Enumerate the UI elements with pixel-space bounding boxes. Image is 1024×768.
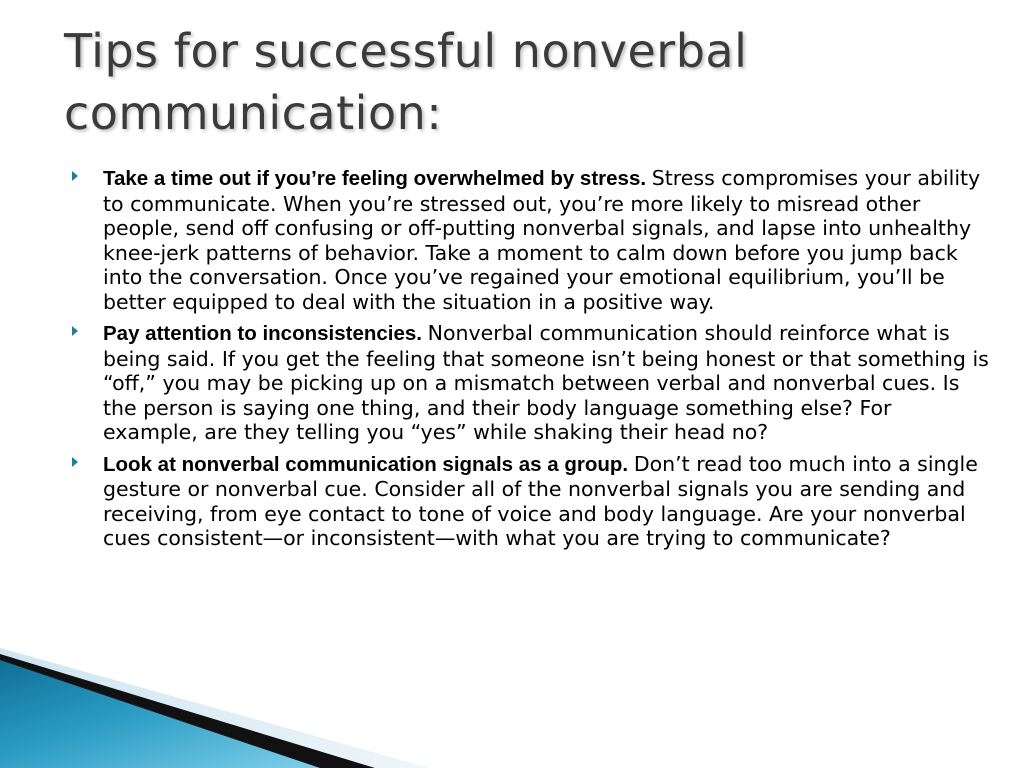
bullet-text: Stress compromises your ability to communicate. When you’re stressed out, you’re more likely to misread other people, send off confusing or off-putting nonverbal signals, and lapse into unhealthy knee-jerk patterns of behavior. Take a moment to calm down before you jump back into the conversation. Once you’ve regained your emotional equilibrium, you’ll be better equipped to deal with the situation in a positive way. <box>103 166 981 314</box>
bullet-item <box>72 321 992 445</box>
bullet-text: Don’t read too much into a single gesture or nonverbal cue. Consider all of the nonverbal signals you are sending and receiving, from eye contact to tone of voice and body language. Are your nonverbal cues consistent—or inconsistent—with what you are trying to communicate? <box>103 451 978 550</box>
bullet-arrow-icon <box>72 171 78 181</box>
decorative-swoosh <box>0 640 430 768</box>
bullet-item <box>72 166 992 314</box>
bullet-lead: Look at nonverbal communication signals as a group. <box>103 452 634 476</box>
bullet-lead: Take a time out if you’re feeling overwhelmed by stress. <box>103 167 652 190</box>
bullet-text: Nonverbal communication should reinforce what is being said. If you get the feeling that someone isn’t being honest or that something is “off,” you may be picking up on a mismatch between verbal and nonverbal cues. Is the person is saying one thing, and their body language something else? For example, are they telling you “yes” while shaking their head no? <box>103 321 989 444</box>
bullet-item <box>72 452 992 551</box>
bullet-arrow-icon <box>72 457 78 467</box>
bullet-arrow-icon <box>72 326 78 336</box>
slide-title: Tips for successful nonverbal communication: <box>64 24 748 140</box>
bullet-lead: Pay attention to inconsistencies. <box>103 322 428 345</box>
bullet-list <box>72 166 992 558</box>
